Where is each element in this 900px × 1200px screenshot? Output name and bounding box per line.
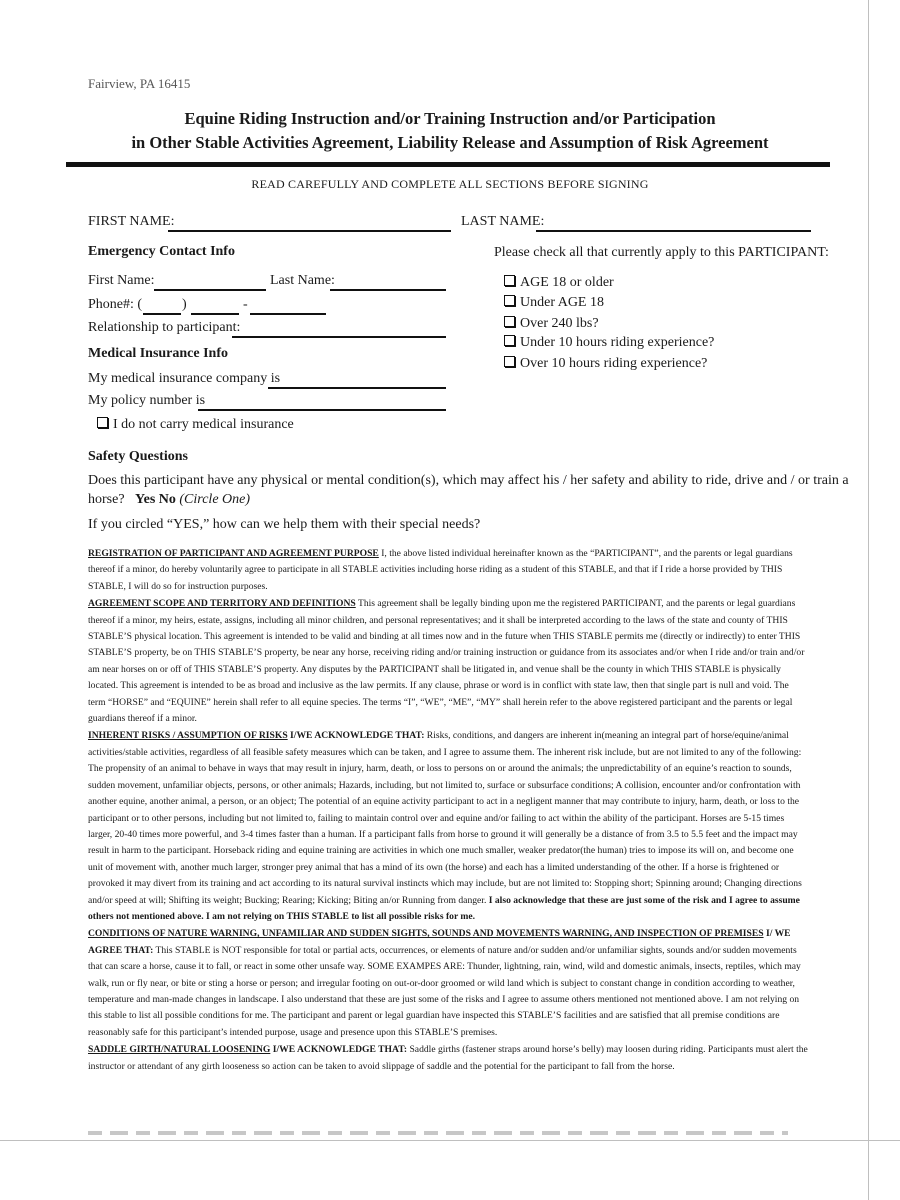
checklist-item[interactable]: Under 10 hours riding experience?: [504, 335, 714, 351]
last-name-label: LAST NAME:: [461, 214, 545, 229]
registration-paragraph: REGISTRATION OF PARTICIPANT AND AGREEMENT PURPOSE I, the above listed individual hereinafter known as the “PARTICIPANT”, and the parents or legal guardians thereof if a minor, do hereby voluntarily agree to participate in all STABLE activities including horse riding as a student of this STABLE, and that if I ride a horse provided by THIS STABLE, I will do so for instruction purposes.: [88, 548, 793, 592]
checklist-item[interactable]: Over 240 lbs?: [504, 316, 599, 332]
page-bottom-edge: [0, 1140, 900, 1141]
phone-dash: -: [243, 297, 248, 312]
girth-title: SADDLE GIRTH/NATURAL LOOSENING: [88, 1044, 271, 1056]
legal-text: [88, 546, 808, 1076]
checklist-item[interactable]: AGE 18 or older: [504, 275, 614, 291]
checklist-item[interactable]: Under AGE 18: [504, 295, 604, 311]
emergency-first-name-label: First Name:: [88, 273, 155, 288]
phone-line-field[interactable]: [250, 313, 326, 315]
page-edge: [868, 0, 869, 1200]
phone-prefix-field[interactable]: [191, 313, 239, 315]
checklist-item[interactable]: Over 10 hours riding experience?: [504, 356, 707, 372]
registration-title: REGISTRATION OF PARTICIPANT AND AGREEMENT PURPOSE: [88, 548, 379, 559]
relationship-label: Relationship to participant:: [88, 320, 241, 335]
phone-paren: ): [182, 297, 187, 312]
document-title-line2: in Other Stable Activities Agreement, Liability Release and Assumption of Risk Agreement: [131, 133, 769, 152]
nature-paragraph: CONDITIONS OF NATURE WARNING, UNFAMILIAR AND SUDDEN SIGHTS, SOUNDS AND MOVEMENTS WARNING, AND INSPECTION OF PREMISES I/ WE AGREE THAT: This STABLE is NOT responsible for total or partial acts, occurrences, or elements of nature and/or sudden and/or unfamiliar sights, sounds and/or sudden movements that can scare a horse, cause it to fall, or react in some other unsafe way. SOME EXAMPES ARE: Thunder, lightning, rain, wind, wild and domestic animals, insects, reptiles, which may walk, run or fly near, or bite or sting a horse or person; and irregular footing on out-or-door groomed or wild land which is subject to constant change in condition according to weather, temperature and man-made changes in landscape. I also understand that these are just some of the risks and I agree to assume others mentioned not mentioned above. I am not relying on this stable to list all possible conditions for me. The participant and parent or legal guardian have inspected this STABLE’S facilities and are satisfied that all premise conditions are reasonably safe for this participant’s intended purpose, usage and presence upon this STABLE’S premises.: [88, 928, 801, 1038]
insurance-company-label: My medical insurance company is: [88, 371, 281, 386]
address-line: Fairview, PA 16415: [88, 76, 191, 91]
checkbox[interactable]: [97, 417, 108, 428]
safety-question: Does this participant have any physical or mental condition(s), which may affect his / her safety and ability to ride, drive and / or train a: [88, 473, 849, 488]
safety-questions-heading: Safety Questions: [88, 449, 188, 464]
checkbox[interactable]: [504, 356, 515, 367]
emergency-contact-heading: Emergency Contact Info: [88, 244, 235, 259]
medical-insurance-heading: Medical Insurance Info: [88, 346, 228, 361]
participant-checklist-heading: Please check all that currently apply to this PARTICIPANT:: [494, 245, 829, 260]
scope-paragraph: AGREEMENT SCOPE AND TERRITORY AND DEFINITIONS This agreement shall be legally binding upon me the registered PARTICIPANT, and the parents or legal guardians thereof if a minor, my heirs, estate, assigns, including all minor children, and personal representatives; and it shall be interpreted according to the laws of the state and county of THIS STABLE’S physical location. This agreement is intended to be valid and binding at all times now and in the future when THIS STABLE permits me (directly or indirectly) to enter THIS STABLE’S property, be on THIS STABLE’S property, be near any horse, receiving riding and/or training instruction or guidance from its associates and/or when I ride and/or train and/or am near horses on or off of THIS STABLE’S property. Any disputes by the PARTICIPANT shall be litigated in, and venue shall be the county in which THIS STABLE is physically located. This agreement is intended to be as broad and inclusive as the law permits. If any clause, phrase or word is in conflict with state law, then that single part is null and void. The term “HORSE” and “EQUINE” herein shall refer to all equine species. The terms “I”, “WE”, “ME”, “MY” shall herein refer to the above registered participant and the parents or legal guardians thereof if a minor.: [88, 598, 805, 725]
no-insurance-option[interactable]: I do not carry medical insurance: [97, 417, 294, 433]
policy-number-label: My policy number is: [88, 393, 206, 408]
title-divider: [66, 162, 830, 167]
relationship-field[interactable]: [232, 336, 446, 338]
risk-title: INHERENT RISKS / ASSUMPTION OF RISKS: [88, 730, 288, 742]
last-name-field[interactable]: [536, 230, 811, 232]
yes-no-option[interactable]: Yes No: [135, 492, 176, 507]
document-title: Equine Riding Instruction and/or Training Instruction and/or Participation: [184, 109, 716, 128]
safety-question-cont: horse? Yes No (Circle One): [88, 492, 251, 507]
scope-title: AGREEMENT SCOPE AND TERRITORY AND DEFINITIONS: [88, 598, 356, 610]
phone-label: Phone#: (: [88, 297, 143, 312]
emergency-last-name-field[interactable]: [330, 289, 446, 291]
phone-area-code-field[interactable]: [143, 313, 181, 315]
special-needs-question: If you circled “YES,” how can we help them with their special needs?: [88, 517, 481, 532]
first-name-field[interactable]: [168, 230, 451, 232]
girth-paragraph: SADDLE GIRTH/NATURAL LOOSENING I/WE ACKNOWLEDGE THAT: Saddle girths (fastener straps around horse’s belly) may loosen during riding. Participants must alert the instructor or attendant of any girth looseness so action can be taken to avoid slippage of saddle and the potential for the participant to fall from the horse.: [88, 1044, 808, 1072]
insurance-company-field[interactable]: [268, 387, 446, 389]
emergency-last-name-label: Last Name:: [270, 273, 335, 288]
emergency-first-name-field[interactable]: [154, 289, 266, 291]
checkbox[interactable]: [504, 275, 515, 286]
instructions-heading: READ CAREFULLY AND COMPLETE ALL SECTIONS BEFORE SIGNING: [251, 177, 649, 191]
nature-title: CONDITIONS OF NATURE WARNING, UNFAMILIAR AND SUDDEN SIGHTS, SOUNDS AND MOVEMENTS WARNING, AND INSPECTION OF PREMISES: [88, 928, 764, 940]
checkbox[interactable]: [504, 316, 515, 327]
circle-one-note: (Circle One): [179, 492, 251, 507]
risk-paragraph: INHERENT RISKS / ASSUMPTION OF RISKS I/WE ACKNOWLEDGE THAT: Risks, conditions, and dangers are inherent in(meaning an integral part of horse/equine/animal activities/stable activities, regardless of all feasible safety measures which can be taken, and I agree to assume them. The inherent risk include, but are not limited to any of the following: The propensity of an animal to behave in ways that may result in injury, harm, death, or loss to persons on or around the animals; the unpredictability of an equine’s reaction to sounds, sudden movement, unfamiliar objects, persons, or other animals; Hazards, including, but not limited to, surface or subsurface conditions; A collision, encounter and/or confrontation with another equine, another animal, a person, or an object; The potential of an equine activity participant to act in a negligent manner that may contribute to injury, harm, death, or loss to the participant or to other persons, including but not limited to, failing to maintain control over and equine and/or failing to act within the ability of the participant. Horses are 5-15 times larger, 20-40 times more powerful, and 3-4 times faster than a human. If a participant falls from horse to ground it will generally be a distance of from 3.5 to 5.5 feet and the impact may result in harm to the participant. Horseback riding and equine training are activities in which one much smaller, weaker predator(the human) tries to impose its will on, and become one unit of movement with, another much larger, stronger prey animal that has a mind of its own (the horse) and each has a limited understanding of the other. If a horse is frightened or provoked it may divert from its training and act according to its natural survival instincts which may include, but are not limited to: Stopping short; Spinning around; Changing directions and/or speed at will; Shifting its weight; Bucking; Rearing; Kicking; Biting an/or Running from danger. I also acknowledge that these are just some of the risk and I agree to assume others not mentioned above. I am not relying on THIS STABLE to list all possible risks for me.: [88, 730, 802, 922]
checkbox[interactable]: [504, 295, 515, 306]
cutoff-text-fragment: [88, 1131, 788, 1135]
policy-number-field[interactable]: [198, 409, 446, 411]
first-name-label: FIRST NAME:: [88, 214, 175, 229]
checkbox[interactable]: [504, 335, 515, 346]
